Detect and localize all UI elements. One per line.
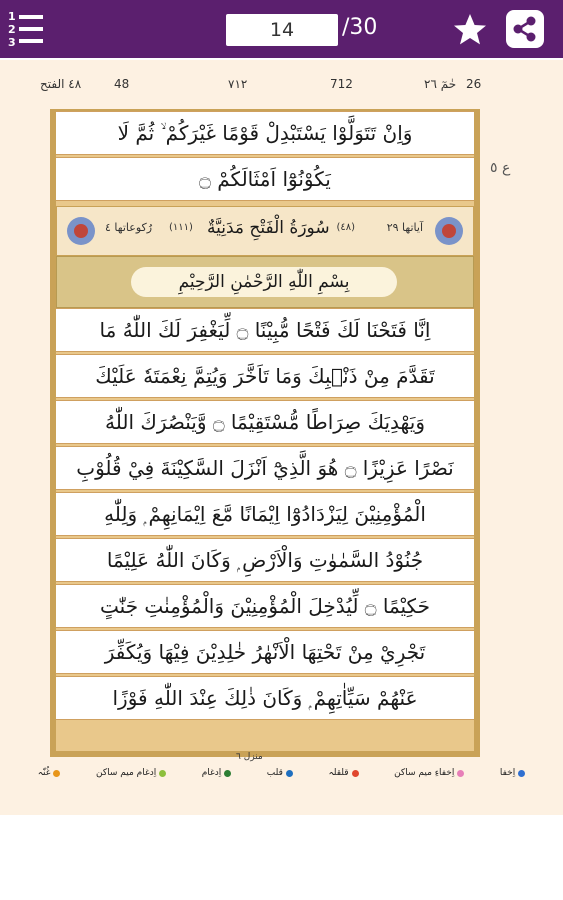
surah-list-menu-button[interactable] [8, 8, 60, 50]
header-page-number: 48 [114, 77, 130, 91]
ruku-side-marker: ع ٥ [490, 160, 511, 176]
ornament-left-icon [61, 208, 101, 254]
verse-line[interactable]: تَجْرِيْ مِنْ تَحْتِهَا الْاَنْهٰرُ خٰلِدِيْنَ فِيْهَا وَيُكَفِّرَ [56, 630, 474, 674]
legend-dot [159, 770, 166, 777]
top-toolbar [0, 0, 563, 58]
verse-line[interactable]: حَكِيْمًا ۝ لِّيُدْخِلَ الْمُؤْمِنِيْنَ وَالْمُؤْمِنٰتِ جَنّٰتٍ [56, 584, 474, 628]
verse-line[interactable]: جُنُوْدُ السَّمٰوٰتِ وَالْاَرْضِ ۭ وَكَانَ اللّٰهُ عَلِيْمًا [56, 538, 474, 582]
total-pages-label: /30 [342, 15, 378, 40]
surah-ruku-label: رُكوعاتها ٤ [105, 221, 153, 234]
surah-title-banner [56, 206, 474, 256]
manzil-label: منزل ٦ [236, 752, 263, 762]
legend-dot [53, 770, 60, 777]
bismillah-banner [56, 256, 474, 308]
star-icon [452, 12, 488, 48]
surah-ayat-label: آياتها ٢٩ [386, 221, 423, 234]
tajweed-legend [0, 761, 563, 785]
legend-item: غُنّہ [38, 768, 61, 778]
legend-item: قلقلہ [328, 768, 358, 778]
verse-line[interactable]: نَصْرًا عَزِيْزًا ۝ هُوَ الَّذِيْٓ اَنْزَلَ السَّكِيْنَةَ فِيْ قُلُوْبِ [56, 446, 474, 490]
verse-line[interactable]: وَاِنْ تَتَوَلَّوْا يَسْتَبْدِلْ قَوْمًا غَيْرَكُمْ ۙ ثُمَّ لَا [56, 111, 474, 155]
legend-dot [352, 770, 359, 777]
legend-dot [224, 770, 231, 777]
bookmark-star-button[interactable] [452, 12, 488, 48]
page-number-input[interactable]: 14 [226, 14, 338, 46]
header-juz-number: 26 [466, 77, 482, 91]
legend-item: قلب [267, 768, 293, 778]
legend-dot [457, 770, 464, 777]
header-surah-name: ٤٨ الفتح [40, 77, 82, 91]
bismillah-text: بِسْمِ اللّٰهِ الرَّحْمٰنِ الرَّحِيْمِ [131, 267, 397, 297]
surah-order-left: (١١١) [169, 222, 193, 233]
verse-line[interactable]: الْمُؤْمِنِيْنَ لِيَزْدَادُوْٓا اِيْمَانًا مَّعَ اِيْمَانِهِمْ ۭ وَلِلّٰهِ [56, 492, 474, 536]
legend-item: اِخفاءِ میم ساکن [394, 768, 464, 778]
legend-item: اِدغام [202, 768, 232, 778]
verse-line[interactable]: يَكُوْنُوْٓا اَمْثَالَكُمْ ۝ [56, 157, 474, 201]
legend-dot [286, 770, 293, 777]
share-button[interactable] [506, 10, 544, 48]
verse-line[interactable]: وَيَهْدِيَكَ صِرَاطًا مُّسْتَقِيْمًا ۝ وَّيَنْصُرَكَ اللّٰهُ [56, 400, 474, 444]
legend-item: اِدغام میم ساکن [96, 768, 166, 778]
menu-numbers: 1 2 3 [8, 9, 16, 49]
verse-line[interactable]: تَقَدَّمَ مِنْ ذَنْۢبِكَ وَمَا تَاَخَّرَ وَيُتِمَّ نِعْمَتَهٗ عَلَيْكَ [56, 354, 474, 398]
ornament-right-icon [429, 208, 469, 254]
surah-order-right: (٤٨) [336, 222, 355, 233]
header-juz-ar: حٰمٓ ٢٦ [424, 77, 457, 91]
share-icon [506, 10, 544, 48]
legend-dot [518, 770, 525, 777]
verse-line[interactable]: اِنَّا فَتَحْنَا لَكَ فَتْحًا مُّبِيْنًا ۝ لِّيَغْفِرَ لَكَ اللّٰهُ مَا [56, 308, 474, 352]
header-page-en: 712 [330, 77, 353, 91]
list-icon [19, 11, 43, 47]
header-page-ar: ٧١٢ [228, 77, 248, 91]
verse-line[interactable]: عَنْهُمْ سَيِّاٰتِهِمْ ۭ وَكَانَ ذٰلِكَ عِنْدَ اللّٰهِ فَوْزًا [56, 676, 474, 720]
legend-item: اِخفا [500, 768, 525, 778]
surah-name: سُورَةُ الْفَتْحِ مَدَنِيَّةٌ [207, 218, 330, 238]
